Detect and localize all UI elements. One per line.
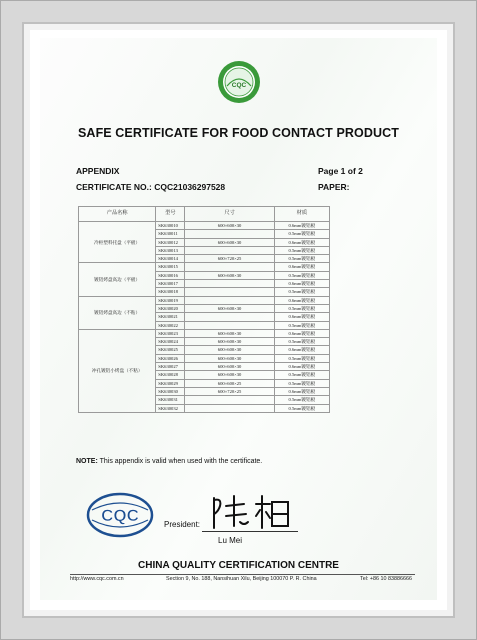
material-cell: 0.5mm镀铝板 (274, 255, 329, 263)
material-cell: 0.5mm镀铝板 (274, 246, 329, 254)
material-cell: 0.5mm镀铝板 (274, 271, 329, 279)
footer-address: Section 9, No. 188, Nansihuan Xilu, Beijing 100070 P. R. China (166, 576, 317, 582)
certificate-paper (40, 38, 437, 600)
svg-text:CQC: CQC (101, 506, 139, 525)
svg-text:CQC: CQC (231, 82, 247, 89)
cqc-logo-icon (86, 492, 154, 538)
size-cell: 600×600×30 (185, 354, 274, 362)
size-cell: 600×600×30 (185, 271, 274, 279)
material-cell: 0.5mm镀铝板 (274, 230, 329, 238)
model-cell: SK630011 (156, 230, 185, 238)
size-cell: 600×600×30 (185, 338, 274, 346)
president-signature (204, 492, 294, 532)
model-cell: SK630010 (156, 222, 185, 230)
material-cell: 0.5mm镀铝板 (274, 404, 329, 412)
model-cell: SK630013 (156, 246, 185, 254)
certificate-title: SAFE CERTIFICATE FOR FOOD CONTACT PRODUCT (78, 126, 399, 140)
footer-divider (70, 574, 415, 575)
model-cell: SK630021 (156, 313, 185, 321)
product-name-cell: 冷柜塑料托盘（平板） (79, 222, 156, 263)
page-label: Page 1 of 2 (318, 166, 363, 176)
president-name: Lu Mei (218, 536, 243, 545)
col-material: 材质 (274, 207, 329, 222)
size-cell: 600×600×30 (185, 238, 274, 246)
model-cell: SK630022 (156, 321, 185, 329)
size-cell (185, 230, 274, 238)
size-cell: 600×720×25 (185, 255, 274, 263)
size-cell (185, 280, 274, 288)
model-cell: SK630026 (156, 354, 185, 362)
cqc-seal-icon (217, 60, 261, 104)
material-cell: 0.6mm镀铝板 (274, 222, 329, 230)
note-text: This appendix is valid when used with the certificate. (97, 458, 263, 465)
size-cell (185, 246, 274, 254)
material-cell: 0.6mm镀铝板 (274, 238, 329, 246)
president-label: President: (164, 520, 201, 529)
col-product-name: 产品名称 (79, 207, 156, 222)
material-cell: 0.6mm镀铝板 (274, 387, 329, 395)
model-cell: SK630019 (156, 296, 185, 304)
model-cell: SK630016 (156, 271, 185, 279)
size-cell (185, 396, 274, 404)
size-cell (185, 288, 274, 296)
size-cell: 600×720×25 (185, 387, 274, 395)
material-cell: 0.5mm镀铝板 (274, 371, 329, 379)
model-cell: SK630020 (156, 304, 185, 312)
appendix-note (76, 458, 262, 465)
appendix-label: APPENDIX (76, 166, 120, 176)
model-cell: SK630023 (156, 329, 185, 337)
size-cell (185, 404, 274, 412)
size-cell: 600×600×30 (185, 304, 274, 312)
paper-label: PAPER: (318, 182, 350, 192)
certificate-no-label: CERTIFICATE NO.: (76, 182, 152, 192)
note-label: NOTE: (76, 458, 98, 465)
footer-url: http://www.cqc.com.cn (70, 576, 124, 582)
size-cell: 600×600×30 (185, 329, 274, 337)
model-cell: SK630017 (156, 280, 185, 288)
material-cell: 0.5mm镀铝板 (274, 379, 329, 387)
table-row (79, 222, 330, 230)
material-cell: 0.5mm镀铝板 (274, 304, 329, 312)
size-cell (185, 263, 274, 271)
size-cell: 600×600×30 (185, 346, 274, 354)
model-cell: SK630032 (156, 404, 185, 412)
table-row (79, 329, 330, 337)
size-cell (185, 296, 274, 304)
table-row (79, 296, 330, 304)
product-name-cell: 镀铝烤盘高边（不粘） (79, 296, 156, 329)
material-cell: 0.6mm镀铝板 (274, 263, 329, 271)
model-cell: SK630029 (156, 379, 185, 387)
model-cell: SK630028 (156, 371, 185, 379)
model-cell: SK630015 (156, 263, 185, 271)
material-cell: 0.6mm镀铝板 (274, 313, 329, 321)
material-cell: 0.5mm镀铝板 (274, 338, 329, 346)
size-cell (185, 313, 274, 321)
table-header-row (79, 207, 330, 222)
certificate-no-value: CQC21036297528 (154, 182, 226, 192)
model-cell: SK630018 (156, 288, 185, 296)
col-size: 尺寸 (185, 207, 274, 222)
model-cell: SK630030 (156, 387, 185, 395)
issuing-centre: CHINA QUALITY CERTIFICATION CENTRE (138, 560, 339, 571)
col-model: 型号 (156, 207, 185, 222)
footer-tel: Tel: +86 10 83886666 (360, 576, 413, 582)
material-cell: 0.5mm镀铝板 (274, 321, 329, 329)
model-cell: SK630024 (156, 338, 185, 346)
material-cell: 0.6mm镀铝板 (274, 329, 329, 337)
signature-line (202, 531, 298, 532)
material-cell: 0.5mm镀铝板 (274, 396, 329, 404)
appendix-table (78, 206, 330, 413)
material-cell: 0.6mm镀铝板 (274, 363, 329, 371)
size-cell: 600×600×30 (185, 222, 274, 230)
size-cell: 600×600×30 (185, 371, 274, 379)
model-cell: SK630012 (156, 238, 185, 246)
material-cell: 0.5mm镀铝板 (274, 354, 329, 362)
size-cell: 600×600×25 (185, 379, 274, 387)
model-cell: SK630025 (156, 346, 185, 354)
model-cell: SK630027 (156, 363, 185, 371)
model-cell: SK630031 (156, 396, 185, 404)
material-cell: 0.6mm镀铝板 (274, 346, 329, 354)
material-cell: 0.5mm镀铝板 (274, 288, 329, 296)
product-name-cell: 镀铝烤盘高边（平板） (79, 263, 156, 296)
size-cell: 600×600×30 (185, 363, 274, 371)
product-name-cell: 冲孔镀铝小烤盘（不粘） (79, 329, 156, 412)
material-cell: 0.6mm镀铝板 (274, 296, 329, 304)
model-cell: SK630014 (156, 255, 185, 263)
table-row (79, 263, 330, 271)
size-cell (185, 321, 274, 329)
material-cell: 0.6mm镀铝板 (274, 280, 329, 288)
